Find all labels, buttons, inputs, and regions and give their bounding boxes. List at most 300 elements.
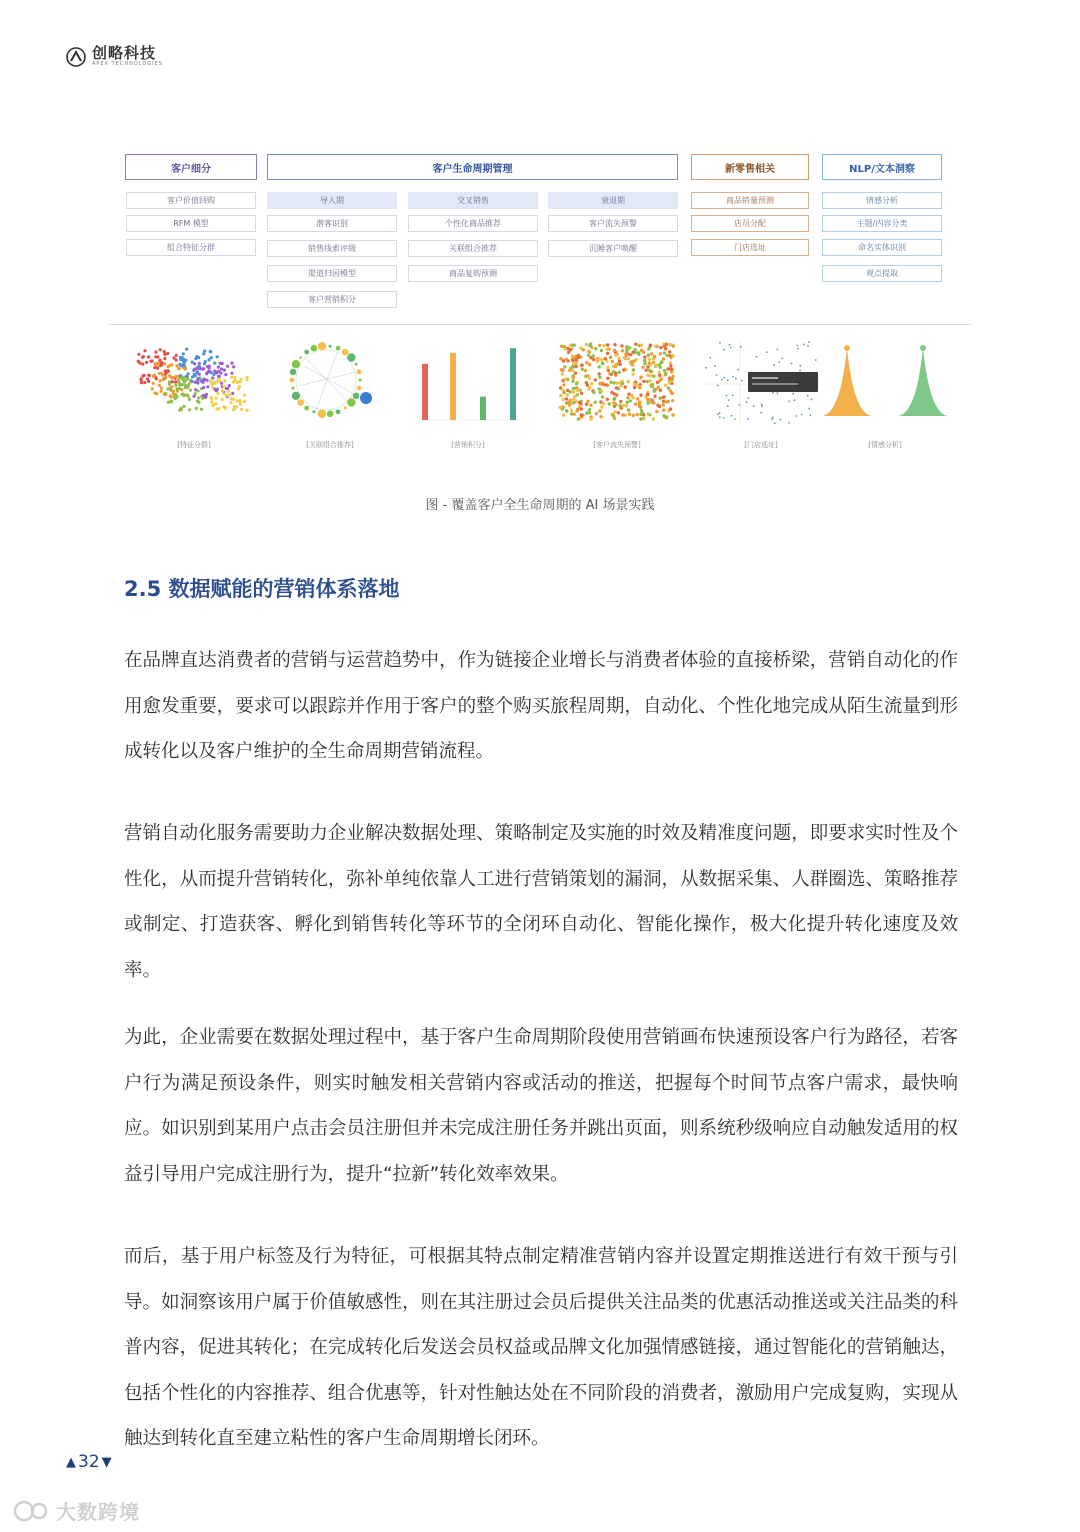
cluster-point <box>197 401 200 404</box>
store-point <box>727 405 729 407</box>
churn-point <box>585 343 588 346</box>
churn-point <box>668 350 671 353</box>
network-node <box>353 393 360 400</box>
churn-point <box>649 344 652 347</box>
cluster-point <box>230 372 233 375</box>
network-node <box>290 369 297 376</box>
cluster-point <box>219 372 222 375</box>
cluster-point <box>155 392 158 395</box>
churn-point <box>595 412 598 415</box>
churn-point <box>580 407 583 410</box>
page-up-icon[interactable]: ▲ <box>66 1454 76 1470</box>
churn-point <box>630 360 633 363</box>
cluster-point <box>233 405 236 408</box>
churn-point <box>670 391 673 394</box>
network-node <box>342 349 349 356</box>
churn-point <box>627 357 630 360</box>
churn-point <box>600 349 603 352</box>
score-bar <box>450 353 456 420</box>
churn-point <box>649 398 652 401</box>
cluster-point <box>194 374 197 377</box>
network-node <box>318 410 326 418</box>
churn-point <box>614 353 617 356</box>
page-navigation <box>66 1452 112 1472</box>
cluster-point <box>196 381 199 384</box>
churn-point <box>638 386 641 389</box>
diagram-item: 商品复购预测 <box>408 265 538 282</box>
cluster-point <box>182 405 185 408</box>
churn-point <box>647 347 650 350</box>
diagram-item: 命名实体识别 <box>822 239 942 256</box>
churn-point <box>589 356 592 359</box>
churn-point <box>613 417 616 420</box>
cluster-point <box>230 362 233 365</box>
churn-point <box>573 412 576 415</box>
cluster-point <box>162 378 165 381</box>
network-node <box>327 411 334 418</box>
diagram-item-stage: 衰退期 <box>548 192 678 209</box>
cluster-point <box>229 393 232 396</box>
cluster-point <box>174 393 177 396</box>
store-point <box>777 349 779 351</box>
churn-point <box>662 414 665 417</box>
churn-point <box>653 355 656 358</box>
churn-point <box>615 393 618 396</box>
page-down-icon[interactable]: ▼ <box>101 1454 112 1470</box>
cluster-point <box>137 353 140 356</box>
churn-point <box>566 393 569 396</box>
cluster-point <box>183 359 186 362</box>
cluster-point <box>168 374 171 377</box>
store-point <box>761 404 763 406</box>
page-number: 32 <box>78 1452 100 1472</box>
cluster-point <box>161 374 164 377</box>
cluster-point <box>145 361 148 364</box>
store-point <box>746 401 748 403</box>
cluster-point <box>216 392 219 395</box>
paragraph: 在品牌直达消费者的营销与运营趋势中，作为链接企业增长与消费者体验的直接桥梁，营销自动化的作用愈发重要，要求可以跟踪并作用于客户的整个购买旅程周期，自动化、个性化地完成从陌生流量到形成转化以及客户维护的全生命周期营销流程。 <box>124 650 958 762</box>
cluster-point <box>158 372 161 375</box>
churn-point <box>617 357 620 360</box>
churn-point <box>634 403 637 406</box>
churn-point <box>662 403 665 406</box>
store-point <box>737 369 739 371</box>
store-point <box>799 365 801 367</box>
cluster-point <box>221 398 224 401</box>
churn-point <box>646 365 649 368</box>
churn-point <box>656 404 659 407</box>
network-node <box>312 410 315 413</box>
network-node <box>344 407 347 410</box>
churn-point <box>640 376 643 379</box>
cluster-point <box>202 352 205 355</box>
cluster-point <box>215 371 218 374</box>
cluster-point <box>209 350 212 353</box>
store-point <box>730 347 732 349</box>
churn-point <box>614 410 617 413</box>
cluster-point <box>200 408 203 411</box>
churn-point <box>582 348 585 351</box>
cluster-point <box>183 394 186 397</box>
column-header-nlp: NLP/文本洞察 <box>822 154 942 180</box>
cluster-point <box>229 401 232 404</box>
cluster-point <box>159 348 162 351</box>
churn-point <box>606 377 609 380</box>
cluster-point <box>152 382 155 385</box>
churn-point <box>597 358 600 361</box>
churn-point <box>564 347 567 350</box>
churn-point <box>571 380 574 383</box>
cluster-point <box>154 364 157 367</box>
thumbnail-caption: [特征分群] <box>177 441 211 449</box>
churn-point <box>659 352 662 355</box>
network-node <box>292 360 300 368</box>
cluster-point <box>193 395 196 398</box>
churn-point <box>613 397 616 400</box>
churn-point <box>580 392 583 395</box>
store-point <box>811 399 813 401</box>
sentiment-distribution-thumbnail <box>820 336 950 432</box>
churn-point <box>652 361 655 364</box>
diagram-item: 情感分析 <box>822 192 942 209</box>
churn-point <box>618 371 621 374</box>
store-point <box>801 414 803 416</box>
diagram-item: 潜客识别 <box>267 215 397 232</box>
churn-point <box>613 402 616 405</box>
store-point <box>773 364 775 366</box>
store-point <box>723 417 725 419</box>
churn-point <box>613 343 616 346</box>
cluster-point <box>155 355 158 358</box>
churn-point <box>648 379 651 382</box>
churn-point <box>564 377 567 380</box>
cluster-point <box>149 360 152 363</box>
store-point <box>734 418 736 420</box>
column-header-new-retail: 新零售相关 <box>691 154 809 180</box>
cluster-point <box>188 398 191 401</box>
network-node <box>318 342 326 350</box>
store-point <box>760 412 762 414</box>
cluster-point <box>163 357 166 360</box>
network-node <box>359 379 362 382</box>
cluster-point <box>197 396 200 399</box>
store-point <box>809 414 811 416</box>
churn-point <box>652 374 655 377</box>
store-point <box>719 416 721 418</box>
brand-name-en: APEX TECHNOLOGIES <box>92 61 163 67</box>
churn-point <box>653 395 656 398</box>
store-point <box>807 395 809 397</box>
apex-logo-icon <box>66 47 86 67</box>
churn-point <box>627 408 630 411</box>
thumbnail-caption: [营销积分] <box>451 441 485 449</box>
store-point <box>717 385 719 387</box>
store-point <box>766 351 768 353</box>
score-bar <box>422 364 428 420</box>
network-node <box>304 350 309 355</box>
network-node <box>292 387 295 390</box>
churn-point <box>622 404 625 407</box>
churn-point <box>598 344 601 347</box>
churn-point <box>629 399 632 402</box>
churn-point <box>579 402 582 405</box>
cluster-point <box>141 374 144 377</box>
cluster-point <box>243 394 246 397</box>
churn-point <box>587 354 590 357</box>
cluster-point <box>221 362 224 365</box>
churn-point <box>559 394 562 397</box>
cluster-point <box>160 387 163 390</box>
store-point <box>729 344 731 346</box>
churn-point <box>648 362 651 365</box>
cluster-point <box>202 367 205 370</box>
network-node <box>357 370 362 375</box>
churn-point <box>562 414 565 417</box>
churn-point <box>633 382 636 385</box>
churn-point <box>665 400 668 403</box>
churn-point <box>609 356 612 359</box>
churn-point <box>594 378 597 381</box>
cluster-point <box>177 381 180 384</box>
store-point <box>731 415 733 417</box>
store-point <box>797 348 799 350</box>
churn-point <box>618 404 621 407</box>
cluster-point <box>137 360 140 363</box>
cluster-point <box>217 366 220 369</box>
churn-point <box>636 397 639 400</box>
churn-point <box>568 369 571 372</box>
churn-point <box>572 376 575 379</box>
churn-point <box>621 382 624 385</box>
cluster-point <box>147 374 150 377</box>
paragraph: 而后，基于用户标签及行为特征，可根据其特点制定精准营销内容并设置定期推送进行有效干预与引导。如洞察该用户属于价值敏感性，则在其注册过会员后提供关注品类的优惠活动推送或关注品类的科普内容，促进其转化；在完成转化后发送会员权益或品牌文化加强情感链接，通过智能化的营销触达，包括个性化的内容推荐、组合优惠等，针对性触达处在不同阶段的消费者，激励用户完成复购，实现从触达到转化直至建立粘性的客户生命周期增长闭环。 <box>124 1246 958 1449</box>
churn-point <box>609 381 612 384</box>
churn-point <box>626 401 629 404</box>
score-bar <box>510 348 516 420</box>
churn-point <box>643 359 646 362</box>
churn-point <box>602 402 605 405</box>
churn-point <box>658 371 661 374</box>
diagram-divider <box>108 324 972 325</box>
churn-point <box>655 410 658 413</box>
churn-point <box>671 354 674 357</box>
score-bar <box>480 397 486 420</box>
cluster-scatter-thumbnail <box>128 336 260 432</box>
store-point <box>791 363 793 365</box>
cluster-point <box>171 377 174 380</box>
churn-point <box>671 413 674 416</box>
churn-point <box>571 365 574 368</box>
cluster-point <box>222 385 225 388</box>
store-point <box>808 341 810 343</box>
cluster-point <box>245 378 248 381</box>
cluster-point <box>152 375 155 378</box>
churn-point <box>587 350 590 353</box>
thumbnail-caption: [门店选址] <box>744 441 778 449</box>
churn-point <box>666 354 669 357</box>
cluster-point <box>186 393 189 396</box>
store-point <box>739 404 741 406</box>
churn-point <box>652 401 655 404</box>
cluster-point <box>225 394 228 397</box>
churn-point <box>640 409 643 412</box>
network-node <box>304 406 309 411</box>
store-point <box>772 392 774 394</box>
churn-point <box>619 400 622 403</box>
churn-point <box>649 374 652 377</box>
network-node <box>292 392 300 400</box>
cluster-point <box>206 379 209 382</box>
cluster-point <box>198 373 201 376</box>
churn-point <box>658 363 661 366</box>
churn-point <box>565 409 568 412</box>
store-point <box>735 378 737 380</box>
diagram-item: 关联组合推荐 <box>408 240 538 257</box>
churn-point <box>617 411 620 414</box>
cluster-point <box>198 367 201 370</box>
churn-point <box>639 394 642 397</box>
churn-point <box>637 351 640 354</box>
cluster-point <box>158 379 161 382</box>
churn-point <box>611 360 614 363</box>
churn-point <box>640 349 643 352</box>
churn-point <box>671 399 674 402</box>
store-point <box>705 367 707 369</box>
cluster-point <box>227 390 230 393</box>
churn-point <box>561 372 564 375</box>
cluster-point <box>184 368 187 371</box>
churn-point <box>647 412 650 415</box>
churn-point <box>628 412 631 415</box>
churn-point <box>606 343 609 346</box>
network-node <box>357 386 362 391</box>
store-point <box>794 399 796 401</box>
churn-point <box>655 364 658 367</box>
cluster-point <box>238 399 241 402</box>
cluster-point <box>194 357 197 360</box>
cluster-point <box>178 387 181 390</box>
churn-point <box>580 363 583 366</box>
churn-point <box>663 351 666 354</box>
store-point <box>728 399 730 401</box>
churn-point <box>663 345 666 348</box>
cluster-point <box>223 369 226 372</box>
store-location-scatter-thumbnail <box>700 336 822 432</box>
churn-point <box>577 417 580 420</box>
store-point <box>726 395 728 397</box>
cluster-point <box>246 409 249 412</box>
store-point <box>732 376 734 378</box>
churn-point <box>633 386 636 389</box>
churn-point <box>559 386 562 389</box>
diagram-item: 观点提取 <box>822 265 942 282</box>
thumbnail-caption: [情感分析] <box>868 441 902 449</box>
diagram-item: 沉睡客户唤醒 <box>548 240 678 257</box>
churn-point <box>614 364 617 367</box>
churn-point <box>625 345 628 348</box>
cluster-point <box>164 376 167 379</box>
network-node <box>347 353 355 361</box>
churn-point <box>585 403 588 406</box>
churn-point <box>562 383 565 386</box>
diagram-item: 客户营销积分 <box>267 291 397 308</box>
churn-point <box>592 391 595 394</box>
churn-point <box>640 344 643 347</box>
churn-point <box>600 358 603 361</box>
diagram-item: 组合特征分群 <box>126 239 256 256</box>
cluster-point <box>164 392 167 395</box>
association-network-thumbnail <box>276 336 384 432</box>
diagram-item-stage: 导入期 <box>267 192 397 209</box>
figure-caption: 图 - 覆盖客户全生命周期的 AI 场景实践 <box>425 498 655 513</box>
churn-point <box>575 358 578 361</box>
column-header-lifecycle: 客户生命周期管理 <box>267 154 678 180</box>
thumbnail-caption: [客户流失预警] <box>593 441 641 449</box>
churn-point <box>620 344 623 347</box>
cluster-point <box>211 376 214 379</box>
cluster-point <box>181 356 184 359</box>
cluster-point <box>205 393 208 396</box>
cluster-point <box>212 403 215 406</box>
cluster-point <box>198 362 201 365</box>
churn-point <box>628 346 631 349</box>
cluster-point <box>196 378 199 381</box>
store-point <box>756 356 758 358</box>
churn-point <box>580 413 583 416</box>
cluster-point <box>163 353 166 356</box>
cluster-point <box>223 379 226 382</box>
cluster-point <box>195 367 198 370</box>
cluster-point <box>165 371 168 374</box>
store-point <box>714 365 716 367</box>
store-point <box>716 374 718 376</box>
cluster-point <box>172 356 175 359</box>
churn-point <box>621 413 624 416</box>
cluster-point <box>191 375 194 378</box>
churn-scatter-thumbnail <box>556 336 678 432</box>
store-point <box>796 415 798 417</box>
churn-point <box>606 366 609 369</box>
churn-point <box>662 396 665 399</box>
cluster-point <box>215 397 218 400</box>
diagram-item: 商品销量预测 <box>691 192 809 209</box>
watermark-text: 大数跨境 <box>56 1500 140 1524</box>
churn-point <box>619 363 622 366</box>
churn-point <box>600 405 603 408</box>
churn-point <box>625 404 628 407</box>
churn-point <box>646 393 649 396</box>
churn-point <box>646 374 649 377</box>
cluster-point <box>230 397 233 400</box>
store-point <box>807 345 809 347</box>
store-point <box>780 419 782 421</box>
store-point <box>741 380 743 382</box>
churn-point <box>664 384 667 387</box>
cluster-point <box>203 350 206 353</box>
churn-point <box>577 356 580 359</box>
churn-point <box>584 369 587 372</box>
diagram-item: 主题/内容分类 <box>822 215 942 232</box>
cluster-point <box>210 397 213 400</box>
store-point <box>808 408 810 410</box>
cluster-point <box>220 367 223 370</box>
store-point <box>778 361 780 363</box>
churn-point <box>598 365 601 368</box>
paragraph: 为此，企业需要在数据处理过程中，基于客户生命周期阶段使用营销画布快速预设客户行为路径，若客户行为满足预设条件，则实时触发相关营销内容或活动的推送，把握每个时间节点客户需求，最快响应。如识别到某用户点击会员注册但并未完成注册任务并跳出页面，则系统秒级响应自动触发适用的权益引导用户完成注册行为，提升“拉新”转化效率效果。 <box>124 1027 958 1185</box>
churn-point <box>645 369 648 372</box>
diagram-item: 销售线索评级 <box>267 240 397 257</box>
churn-point <box>562 398 565 401</box>
